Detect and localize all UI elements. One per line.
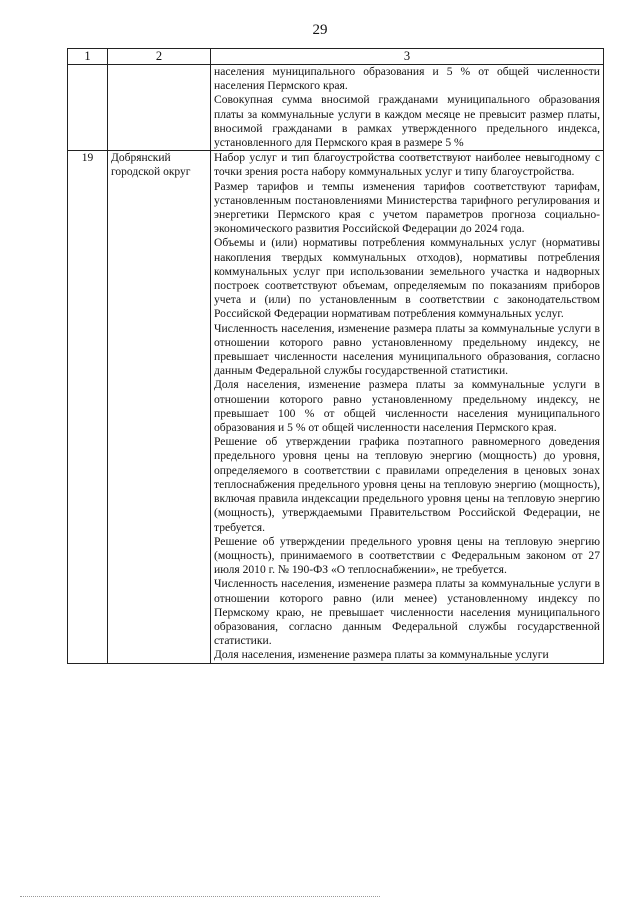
row-number (68, 65, 108, 151)
table-row (68, 65, 604, 151)
paragraph: Решение об утверждении предельного уровня цены на тепловую энергию (мощность), принимаемого в соответствии с Федеральным законом от 27 июля 2010 г. № 190-ФЗ «О теплоснабжении», не требуется. (214, 534, 600, 577)
header-cell-3: 3 (211, 49, 604, 65)
paragraph: Совокупная сумма вносимой гражданами муниципального образования платы за коммунальные услуги в каждом месяце не превысит размер платы, вносимой гражданами в рамках утвержденного предельного индекса, установленного для Пермского края в размере 5 % (214, 93, 600, 150)
paragraph: населения муниципального образования и 5 % от общей численности населения Пермского края. (214, 65, 600, 93)
municipality-name: Добрянский городской округ (108, 151, 211, 663)
table-header-row (68, 49, 604, 65)
paragraph: Численность населения, изменение размера платы за коммунальные услуги в отношении которого равно (или менее) установленному индексу по Пермскому краю, не превышает численности населения муниципального образования, согласно данным Федеральной службы государственной статистики. (214, 577, 600, 648)
row-text (211, 65, 604, 151)
municipality-name (108, 65, 211, 151)
paragraph: Набор услуг и тип благоустройства соответствуют наиболее невыгодному с точки зрения роста набору коммунальных услуг и типу благоустройства. (214, 151, 600, 179)
table-row (68, 151, 604, 663)
header-cell-1: 1 (68, 49, 108, 65)
tariff-table (67, 48, 604, 664)
header-cell-2: 2 (108, 49, 211, 65)
paragraph: Размер тарифов и темпы изменения тарифов соответствуют тарифам, установленным постановлениями Министерства тарифного регулирования и энергетики Пермского края с учетом параметров прогноза социально-экономического развития Российской Федерации до 2024 года. (214, 179, 600, 236)
paragraph: Численность населения, изменение размера платы за коммунальные услуги в отношении которого равно установленному предельному индексу, не превышает численности населения муниципального образования, согласно данным Федеральной службы государственной статистики. (214, 321, 600, 378)
paragraph: Доля населения, изменение размера платы за коммунальные услуги (214, 648, 549, 662)
page-number: 29 (312, 22, 328, 38)
paragraph: Решение об утверждении графика поэтапного равномерного доведения предельного уровня цены на тепловую энергию (мощность) до уровня, определяемого в соответствии с правилами определения в ценовых зонах теплоснабжения предельного уровня цены на тепловую энергию (мощность), включая правила индексации предельного уровня цены на тепловую энергию (мощность), утверждаемыми Правительством Российской Федерации, не требуется. (214, 435, 600, 534)
row-number: 19 (68, 151, 108, 663)
scan-footer-mark (20, 896, 380, 899)
paragraph: Объемы и (или) нормативы потребления коммунальных услуг (нормативы накопления твердых коммунальных отходов), нормативы потребления коммунальных услуг при использовании земельного участка и надворных построек соответствуют объемам, определяемым по показаниям приборов учета и (или) по установленным в соответствии с законодательством Российской Федерации нормативам потребления коммунальных услуг. (214, 236, 600, 321)
paragraph: Доля населения, изменение размера платы за коммунальные услуги в отношении которого равно установленному предельному индексу, не превышает 100 % от общей численности населения муниципального образования и 5 % от общей численности населения Пермского края. (214, 378, 600, 435)
row-text (211, 151, 604, 663)
